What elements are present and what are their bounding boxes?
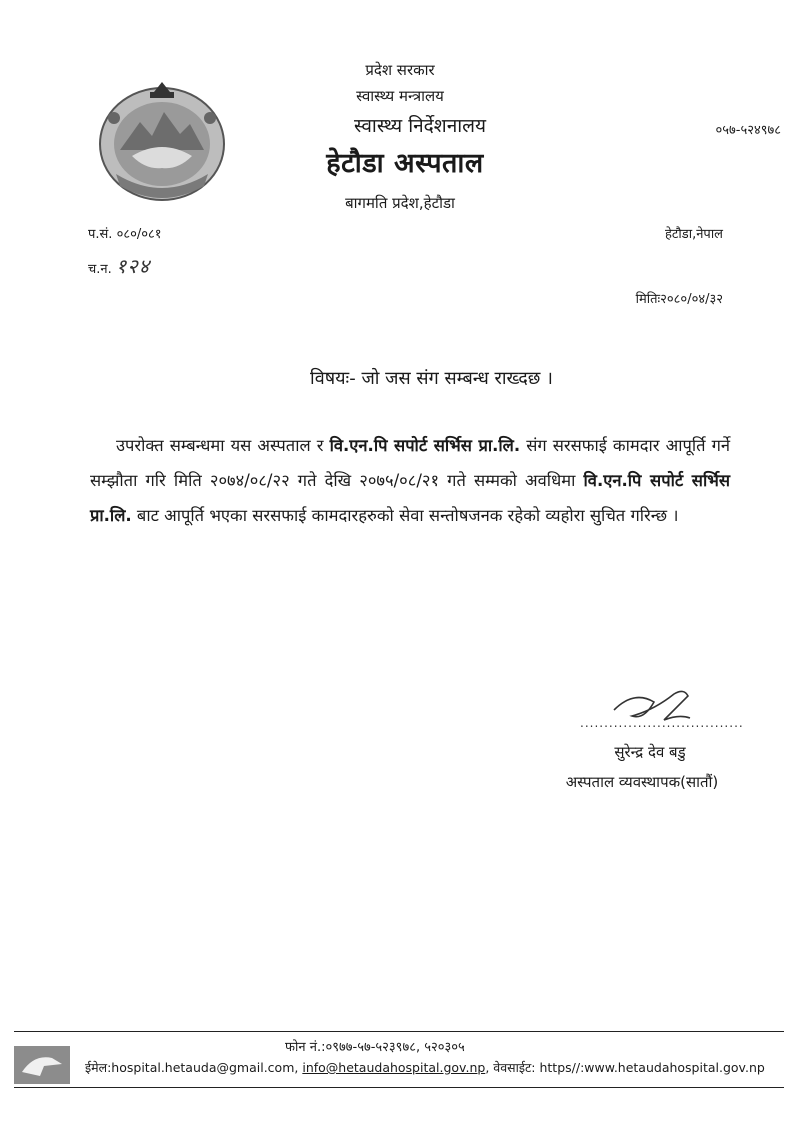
footer-email-2[interactable]: info@hetaudahospital.gov.np (302, 1060, 486, 1075)
footer-phone: फोन नं.:०९७७-५७-५२३९७८, ५२०३०५ (285, 1040, 465, 1055)
location: हेटौडा,नेपाल (664, 227, 723, 242)
footer-divider-bottom (14, 1087, 784, 1088)
subject-text: जो जस संग सम्बन्ध राख्दछ । (361, 368, 553, 389)
footer-website: , वेवसाईट: https//:www.hetaudahospital.gov.np (485, 1060, 765, 1075)
dispatch-label: च.न. (88, 262, 112, 277)
dispatch-value: १२४ (115, 254, 151, 278)
company-name-1: वि.एन.पि सपोर्ट सर्भिस प्रा.लि. (329, 436, 521, 455)
header-ministry: स्वास्थ्य मन्त्रालय (356, 87, 444, 105)
signatory-name: सुरेन्द्र देव बडु (614, 743, 686, 761)
signature-line: .................................. (580, 716, 744, 730)
dispatch-number (88, 252, 150, 279)
body-text-1: उपरोक्त सम्बन्धमा यस अस्पताल र (116, 436, 324, 455)
reference-number: प.सं. ०८०/०८१ (88, 227, 162, 242)
footer-divider-top (14, 1031, 784, 1032)
body-paragraph (90, 428, 730, 533)
body-text-2: संग सरसफाई कामदार आपूर्ति गर्ने सम्झौता गरि मिति २०७४/०८/२२ गते देखि २०७५/०८/२१ गते सम्मको अवधिमा (90, 436, 731, 490)
signatory-title: अस्पताल व्यवस्थापक(सातौं) (565, 773, 719, 791)
company-name-2: वि.एन.पि सपोर्ट सर्भिस प्रा.लि. (90, 471, 730, 525)
header-state-govt: प्रदेश सरकार (365, 61, 435, 79)
letter-date: मितिः२०८०/०४/३२ (635, 292, 723, 307)
hospital-address: बागमति प्रदेश,हेटौडा (345, 194, 455, 212)
footer-email-1: ईमेल:hospital.hetauda@gmail.com, (85, 1060, 299, 1075)
body-text-3: बाट आपूर्ति भएका सरसफाई कामदारहरुको सेवा सन्तोषजनक रहेको व्यहोरा सुचित गरिन्छ । (136, 506, 679, 525)
subject-line (0, 366, 803, 390)
hospital-name: हेटौडा अस्पताल (326, 148, 484, 179)
footer-contact (85, 1059, 765, 1076)
subject-label: विषयः- (310, 368, 356, 389)
header-phone: ०५७-५२४९७८ (715, 123, 781, 138)
hospital-logo-icon (14, 1046, 70, 1084)
nepal-emblem-icon (92, 78, 232, 208)
header-directorate: स्वास्थ्य निर्देशनालय (353, 115, 487, 137)
